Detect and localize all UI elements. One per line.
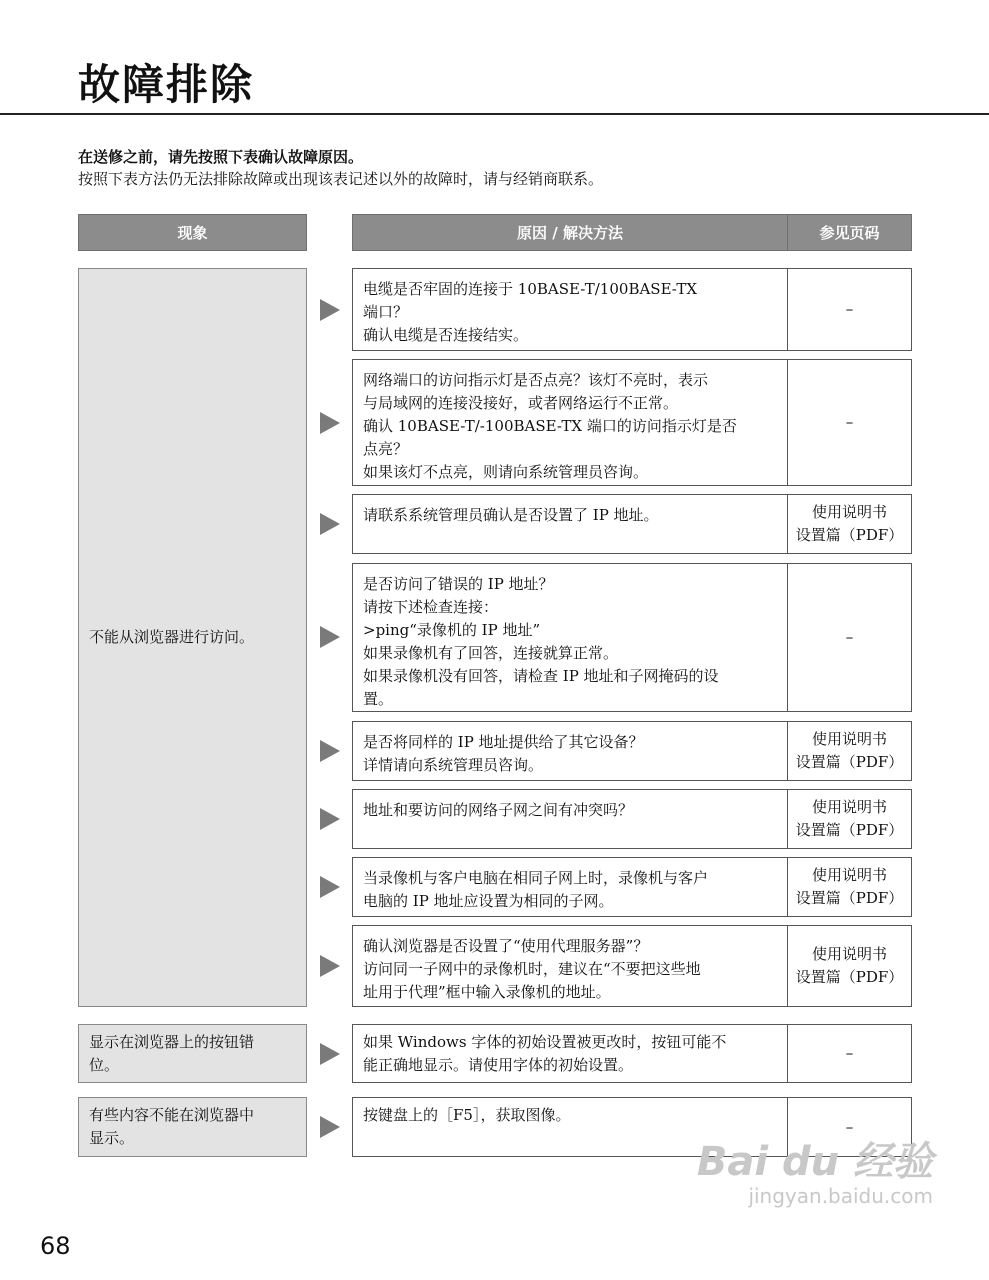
table-row <box>352 857 912 917</box>
arrow-right-icon <box>320 299 340 321</box>
header-ref: 参见页码 <box>787 214 912 251</box>
ref-line: – <box>845 1117 854 1136</box>
intro-text: 按照下表方法仍无法排除故障或出现该表记述以外的故障时，请与经销商联系。 <box>78 170 604 188</box>
page-title: 故障排除 <box>78 60 255 109</box>
symptom-line: 显示在浏览器上的按钮错 <box>89 1033 255 1051</box>
arrow-right-icon <box>320 513 340 535</box>
arrow-right-icon <box>320 1043 340 1065</box>
ref-cell <box>788 564 911 711</box>
header-cause: 原因 / 解决方法 <box>352 214 788 251</box>
cause-line: 地址和要访问的网络子网之间有冲突吗？ <box>363 801 634 819</box>
ref-line: 使用说明书 <box>811 866 887 884</box>
cause-line: 电脑的 IP 地址应设置为相同的子网。 <box>363 892 614 910</box>
symptom-line: 有些内容不能在浏览器中 <box>89 1106 255 1124</box>
ref-line: 设置篇（PDF） <box>795 889 904 907</box>
ref-cell <box>788 926 911 1006</box>
cause-cell <box>353 722 788 780</box>
arrow-right-icon <box>320 412 340 434</box>
watermark-url: jingyan.baidu.com <box>748 1184 933 1208</box>
cause-line: 如果录像机有了回答，连接就算正常。 <box>363 644 619 662</box>
cause-line: 址用于代理”框中输入录像机的地址。 <box>363 983 611 1001</box>
arrow-right-icon <box>320 626 340 648</box>
cause-cell <box>353 269 788 350</box>
ref-line: 使用说明书 <box>811 945 887 963</box>
cause-line: 端口？ <box>363 303 409 321</box>
cause-cell <box>353 790 788 848</box>
cause-line: 如果录像机没有回答，请检查 IP 地址和子网掩码的设 <box>363 667 719 685</box>
cause-line: 确认浏览器是否设置了“使用代理服务器”？ <box>363 937 649 955</box>
ref-line: – <box>845 300 854 318</box>
arrow-right-icon <box>320 808 340 830</box>
ref-cell <box>788 858 911 916</box>
ref-line: – <box>845 628 854 646</box>
arrow-right-icon <box>320 1116 340 1138</box>
ref-cell <box>788 269 911 350</box>
symptom-line: 显示。 <box>89 1129 135 1147</box>
cause-line: 按键盘上的［F5］，获取图像。 <box>363 1106 571 1124</box>
cause-cell <box>353 564 788 711</box>
table-row <box>352 359 912 486</box>
ref-line: 设置篇（PDF） <box>795 526 904 544</box>
cause-line: 电缆是否牢固的连接于 10BASE-T/100BASE-TX <box>363 280 698 298</box>
ref-cell <box>788 722 911 780</box>
cause-line: 当录像机与客户电脑在相同子网上时，录像机与客户 <box>363 869 709 887</box>
table-row <box>352 268 912 351</box>
cause-line: 是否将同样的 IP 地址提供给了其它设备？ <box>363 733 644 751</box>
symptom-line: 位。 <box>89 1056 120 1074</box>
cause-line: 能正确地显示。请使用字体的初始设置。 <box>363 1056 634 1074</box>
cause-cell <box>353 1025 788 1082</box>
cause-line: 确认 10BASE-T/-100BASE-TX 端口的访问指示灯是否 <box>363 417 737 435</box>
ref-line: 使用说明书 <box>811 730 887 748</box>
cause-cell <box>353 360 788 485</box>
cause-line: 详情请向系统管理员咨询。 <box>363 756 544 774</box>
arrow-right-icon <box>320 740 340 762</box>
cause-cell <box>353 926 788 1006</box>
table-row <box>352 494 912 554</box>
symptom-button-misaligned <box>78 1024 307 1083</box>
cause-line: 请联系系统管理员确认是否设置了 IP 地址。 <box>363 506 659 524</box>
symptom-browser-access <box>78 268 307 1007</box>
ref-line: 使用说明书 <box>811 503 887 521</box>
ref-cell <box>788 790 911 848</box>
baidu-watermark <box>697 1140 933 1208</box>
cause-line: 访问同一子网中的录像机时，建议在“不要把这些地 <box>363 960 701 978</box>
table-row <box>352 789 912 849</box>
ref-line: 设置篇（PDF） <box>795 968 904 986</box>
ref-cell <box>788 1025 911 1082</box>
cause-line: 如果该灯不点亮，则请向系统管理员咨询。 <box>363 463 649 481</box>
cause-line: 点亮？ <box>363 440 409 458</box>
table-row <box>352 721 912 781</box>
cause-line: 与局域网的连接没接好，或者网络运行不正常。 <box>363 394 679 412</box>
table-row <box>352 1024 912 1083</box>
table-row <box>352 563 912 712</box>
symptom-content-not-shown <box>78 1097 307 1157</box>
intro-bold: 在送修之前，请先按照下表确认故障原因。 <box>78 148 364 166</box>
ref-line: – <box>845 413 854 431</box>
cause-cell <box>353 495 788 553</box>
cause-cell <box>353 858 788 916</box>
page-number: 68 <box>40 1232 71 1260</box>
cause-line: 确认电缆是否连接结实。 <box>363 326 529 344</box>
arrow-right-icon <box>320 955 340 977</box>
ref-line: 设置篇（PDF） <box>795 753 904 771</box>
cause-line: 如果 Windows 字体的初始设置被更改时，按钮可能不 <box>363 1033 727 1051</box>
cause-line: 是否访问了错误的 IP 地址？ <box>363 575 554 593</box>
cause-line: 置。 <box>363 690 394 708</box>
cause-line: 网络端口的访问指示灯是否点亮？该灯不亮时，表示 <box>363 371 709 389</box>
ref-line: – <box>845 1044 854 1062</box>
ref-line: 使用说明书 <box>811 798 887 816</box>
cause-line: 请按下述检查连接： <box>363 598 499 616</box>
header-symptom: 现象 <box>78 214 307 251</box>
ref-cell <box>788 360 911 485</box>
symptom-text: 不能从浏览器进行访问。 <box>89 628 255 646</box>
ref-cell <box>788 495 911 553</box>
cause-line: >ping“录像机的 IP 地址” <box>363 621 541 639</box>
arrow-right-icon <box>320 876 340 898</box>
watermark-logo: Bai du 经验 <box>696 1139 933 1185</box>
table-row <box>352 925 912 1007</box>
title-divider <box>0 113 989 115</box>
ref-line: 设置篇（PDF） <box>795 821 904 839</box>
